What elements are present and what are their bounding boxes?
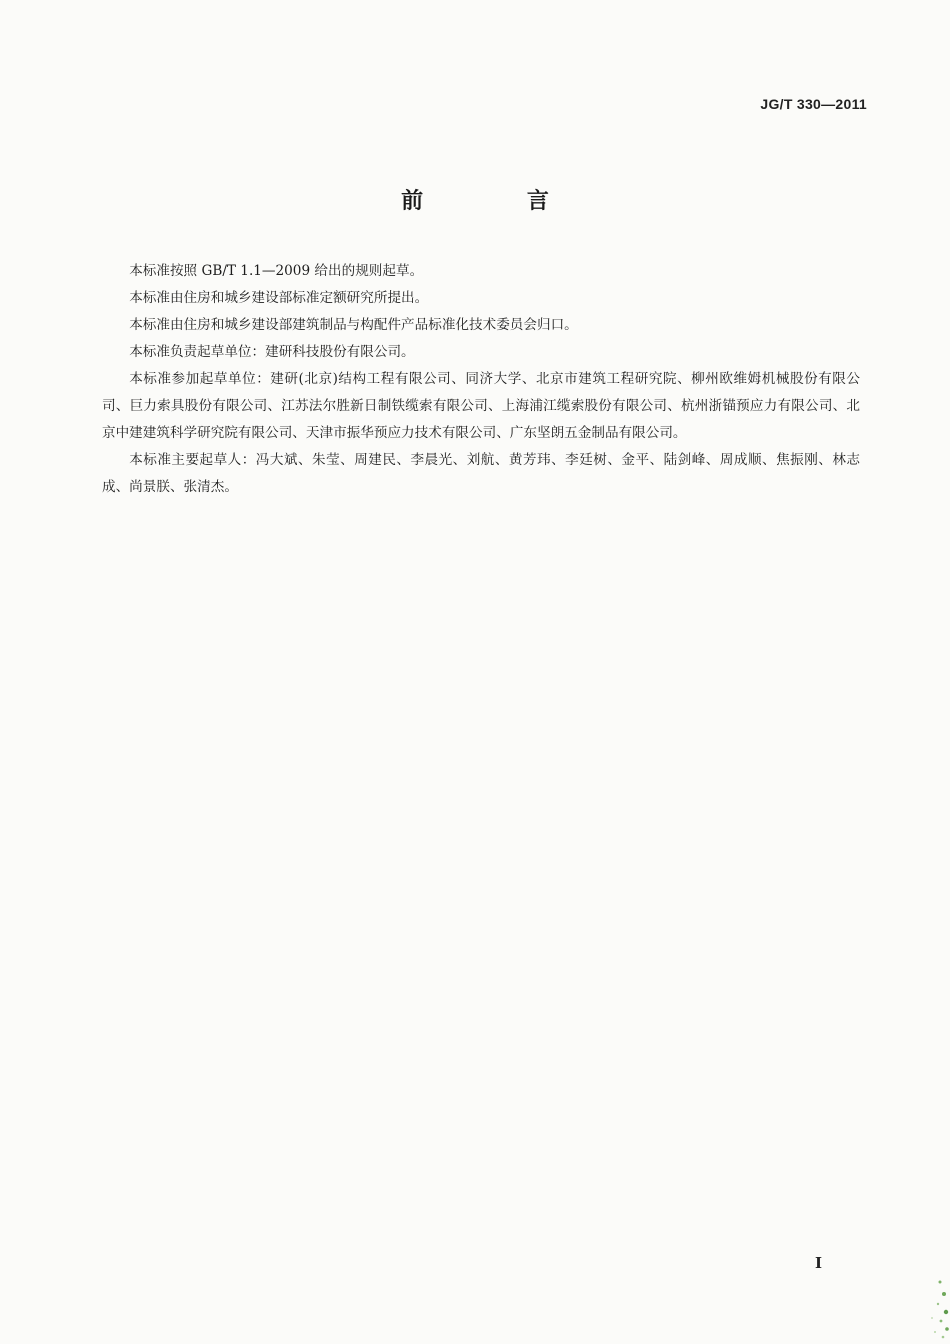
paragraph-participating-units: 本标准参加起草单位：建研(北京)结构工程有限公司、同济大学、北京市建筑工程研究院、柳州欧维姆机械股份有限公司、巨力索具股份有限公司、江苏法尔胜新日制铁缆索有限公司、上海浦江缆索股份有限公司、杭州浙锚预应力有限公司、北京中建建筑科学研究院有限公司、天津市振华预应力技术有限公司、广东坚朗五金制品有限公司。 [102, 371, 860, 441]
paragraph-proposer: 本标准由住房和城乡建设部标准定额研究所提出。 [129, 290, 429, 306]
standard-code: JG/T 330—2011 [760, 96, 867, 112]
paragraph-drafting-rules: 本标准按照 GB/T 1.1—2009 给出的规则起草。 [129, 263, 424, 279]
paragraph-main-drafters: 本标准主要起草人：冯大斌、朱莹、周建民、李晨光、刘航、黄芳玮、李廷树、金平、陆剑峰、周成顺、焦振刚、林志成、尚景朕、张清杰。 [102, 452, 860, 495]
page-title: 前 言 [401, 189, 597, 214]
paragraph-responsible-unit: 本标准负责起草单位：建研科技股份有限公司。 [129, 344, 415, 360]
scan-edge-mark [910, 1274, 950, 1344]
foreword-body [102, 258, 860, 501]
page-number: I [815, 1254, 823, 1272]
paragraph-committee: 本标准由住房和城乡建设部建筑制品与构配件产品标准化技术委员会归口。 [129, 317, 578, 333]
